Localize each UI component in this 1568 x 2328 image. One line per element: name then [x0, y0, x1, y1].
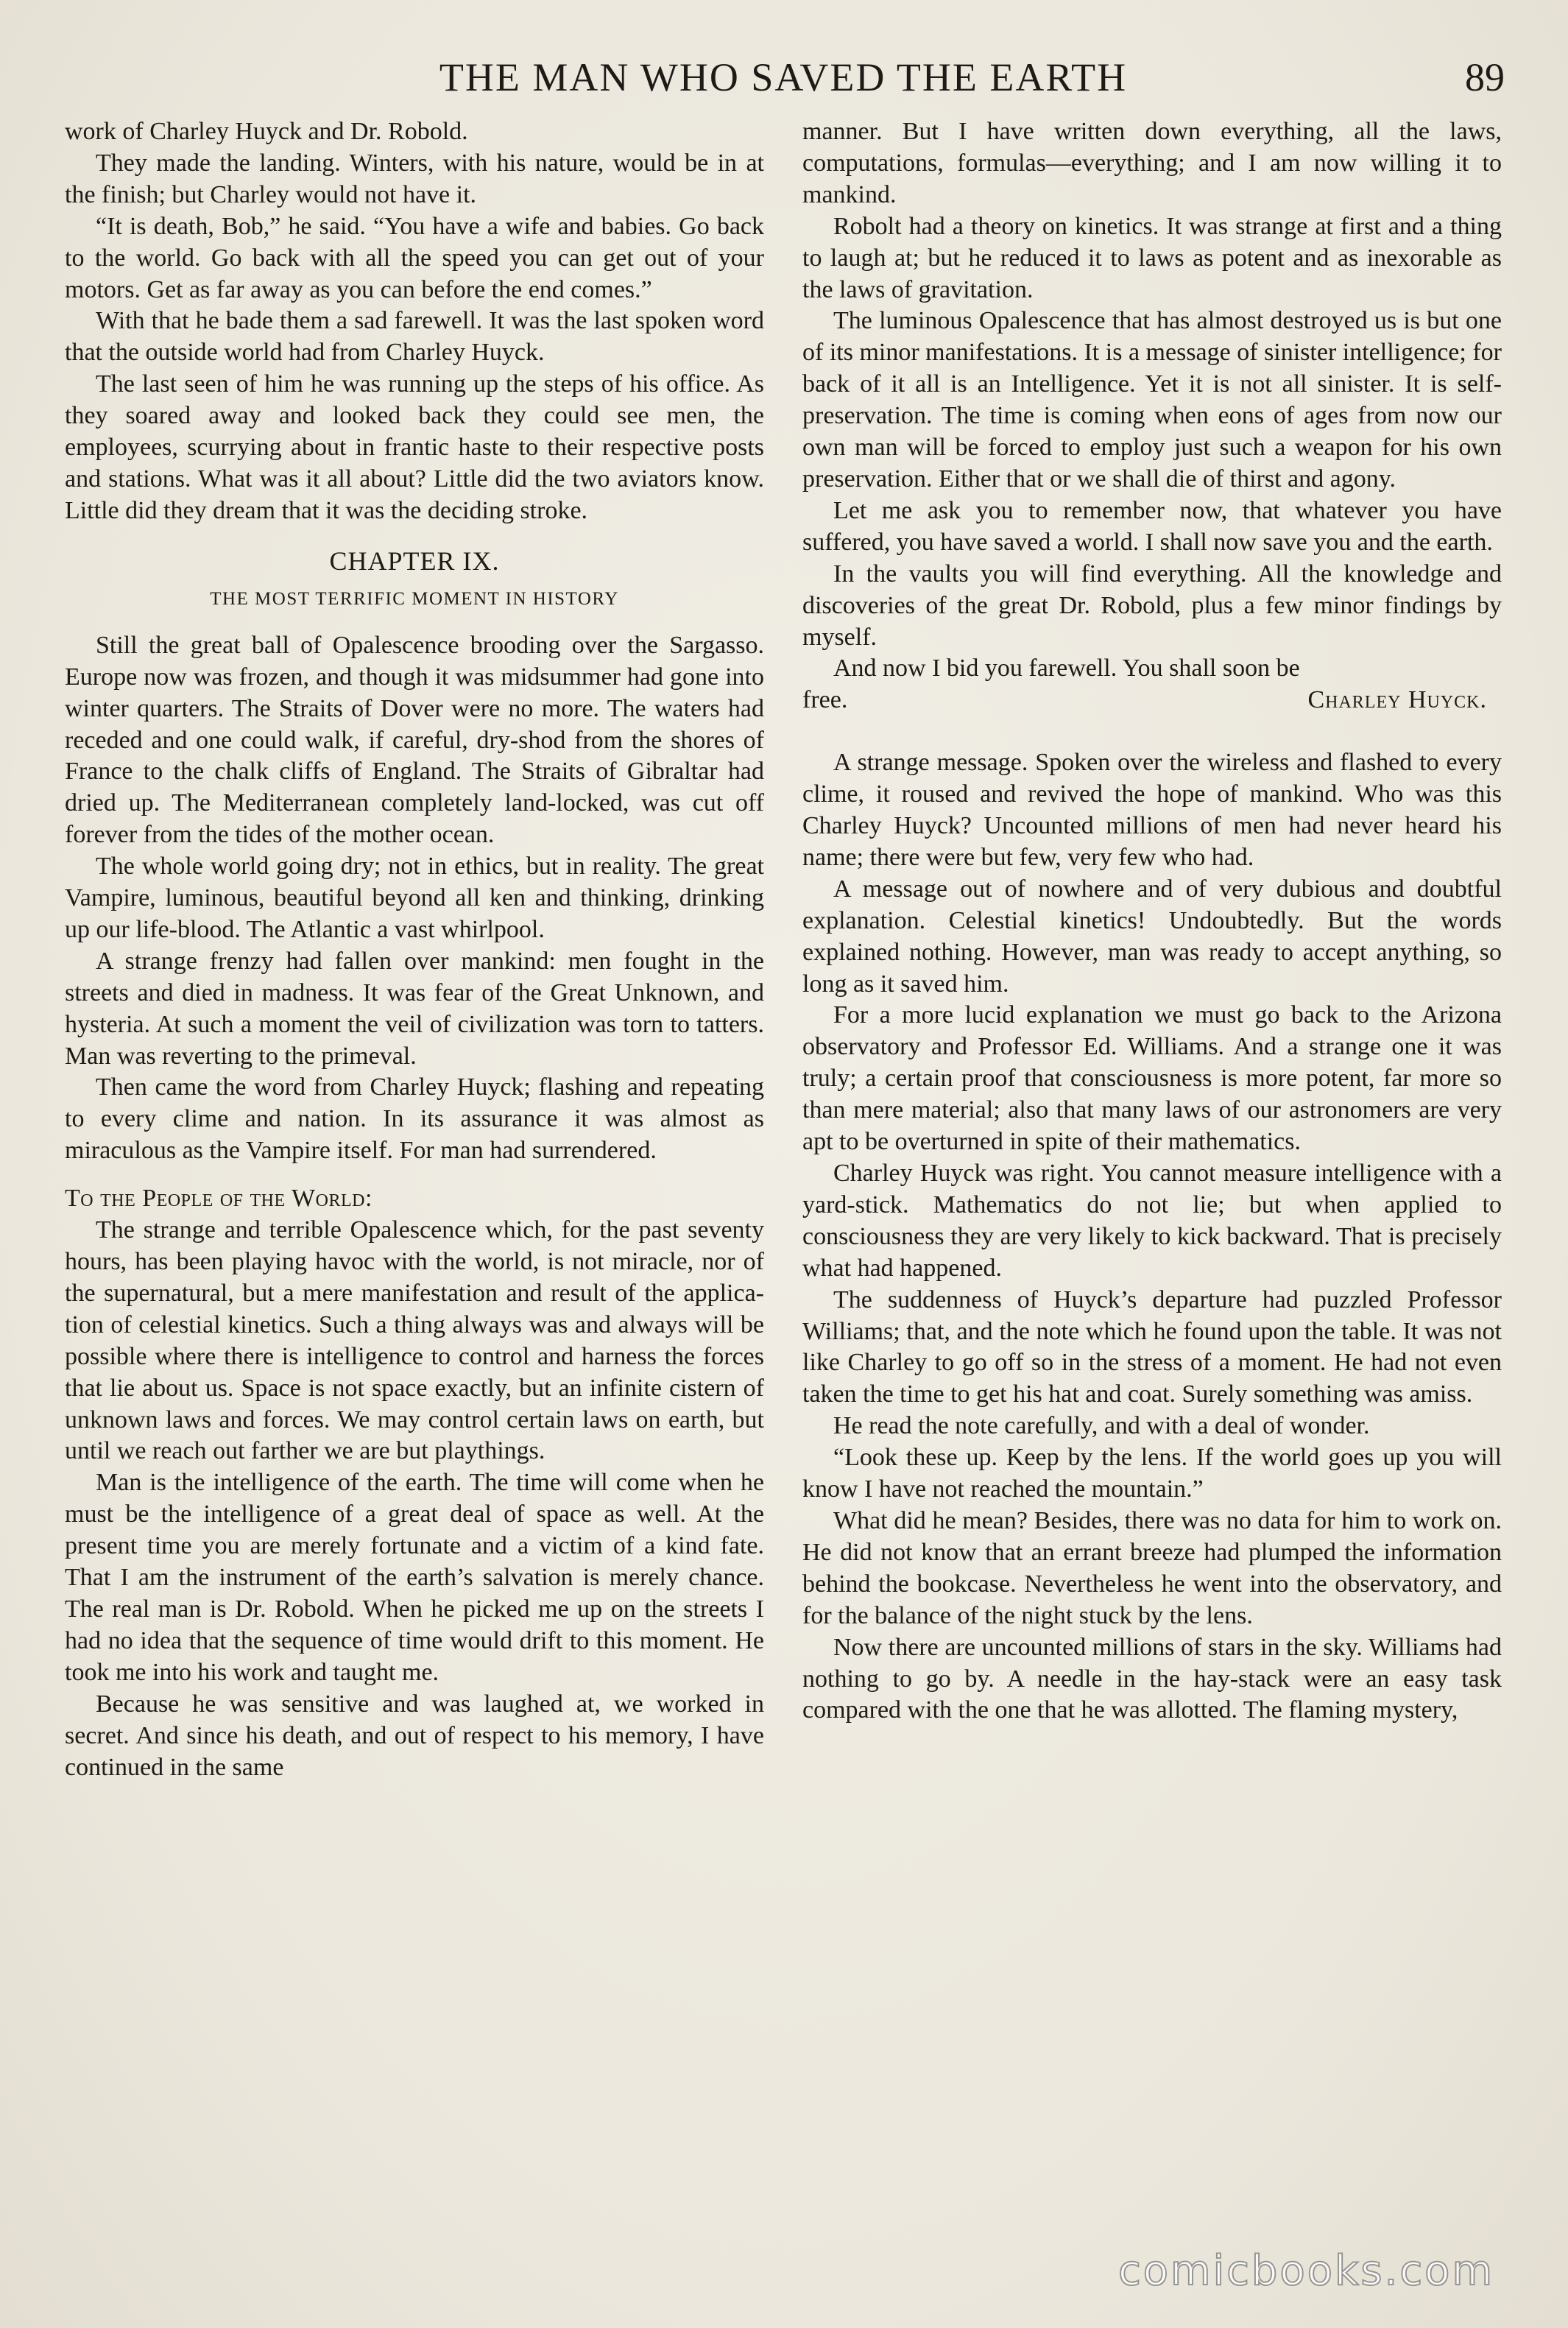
chapter-subtitle: THE MOST TERRIFIC MOMENT IN HISTORY	[210, 588, 619, 609]
paragraph: manner. But I have written down everything, all the laws, computations, formulas—everything; and I am now willing it to mankind.	[802, 118, 1502, 208]
page-number: 89	[1465, 55, 1505, 99]
paragraph: Charley Huyck was right. You cannot measure intelligence with a yard-stick. Mathematics do not lie; but when applied to consciousness they are very likely to kick backward. That is precisely what had happened.	[802, 1160, 1502, 1282]
paragraph: Still the great ball of Opalescence brooding over the Sargasso. Europe now was frozen, and though it was midsummer had gone into winter quarters. The Straits of Dover were no more. The waters had receded and one could walk, if careful, dry-shod from the shores of France to the chalk cliffs of England. The Straits of Gibraltar had dried up. The Mediterranean completely land-locked, was cut off forever from the tides of the mother ocean.	[65, 631, 764, 849]
watermark: comicbooks.com	[1117, 2247, 1494, 2295]
paragraph: The luminous Opalescence that has almost destroyed us is but one of its minor manifestations. It is a message of sinister intelligence; for back of it all is an Intelligence. Yet it is not all sinister. It is self-preservation. The time is coming when eons of ages from now our own man will be forced to employ just such a weapon for his own preservation. Either that or we shall die of thirst and agony.	[802, 307, 1502, 493]
paragraph: The suddenness of Huyck’s departure had puzzled Professor Williams; that, and the note which he found upon the table. It was not like Charley to go off so in the stress of a moment. He had not even taken the time to get his hat and coat. Surely something was amiss.	[802, 1285, 1502, 1408]
paragraph: For a more lucid explanation we must go back to the Arizona observatory and Professor Ed. Williams. And a strange one it was truly; a certain proof that consciousness is more potent, far more so than mere material; also that many laws of our astronomers are very apt to be overturned in spite of their mathematics.	[802, 1001, 1502, 1156]
right-column	[802, 116, 1502, 1726]
paragraph: The whole world going dry; not in ethics, but in reality. The great Vampire, luminous, beautiful beyond all ken and thinking, drinking up our life-blood. The Atlantic a vast whirlpool.	[65, 853, 764, 943]
paragraph: Then came the word from Charley Huyck; flashing and repeating to every clime and nation. In its assurance it was almost as miraculous as the Vampire itself. For man had surrendered.	[65, 1073, 764, 1165]
paragraph-end: free.	[802, 686, 848, 714]
paragraph: A strange message. Spoken over the wireless and flashed to every clime, it roused and revived the hope of mankind. Who was this Charley Huyck? Uncounted millions of men had never heard his name; there were but few, very few who had.	[802, 749, 1502, 871]
letter-signature: Charley Huyck.	[1307, 686, 1487, 714]
paragraph: In the vaults you will find everything. All the knowledge and discoveries of the great Dr. Robold, plus a few minor findings by myself.	[802, 560, 1502, 651]
signature-line	[802, 685, 1502, 716]
paragraph: Because he was sensitive and was laughed at, we worked in secret. And since his death, and out of respect to his memory, I have continued in the same	[65, 1690, 764, 1781]
chapter-title: CHAPTER IX.	[329, 546, 500, 576]
paragraph: Now there are uncounted millions of stars in the sky. Williams had nothing to go by. A needle in the hay-stack were an easy task compared with the one that he was allotted. The flaming mystery,	[802, 1633, 1502, 1724]
paragraph: And now I bid you farewell. You shall soon be	[833, 655, 1300, 682]
left-column	[65, 116, 764, 1783]
paragraph: What did he mean? Besides, there was no data for him to work on. He did not know that an errant breeze had plumped the information behind the bookcase. Nevertheless he went into the observatory, and for the balance of the night stuck by the lens.	[802, 1506, 1502, 1629]
paragraph: He read the note carefully, and with a deal of wonder.	[833, 1412, 1370, 1440]
running-title: THE MAN WHO SAVED THE EARTH	[439, 55, 1128, 99]
page-header	[62, 52, 1505, 110]
paragraph: “It is death, Bob,” he said. “You have a wife and babies. Go back to the world. Go back with all the speed you can get out of your motors. Get as far away as you can before the end comes.”	[65, 212, 764, 303]
letter-salutation: To the People of the World:	[65, 1185, 372, 1213]
paragraph: “Look these up. Keep by the lens. If the world goes up you will know I have not reached the mountain.”	[802, 1444, 1502, 1503]
paragraph: They made the landing. Winters, with his nature, would be in at the finish; but Charley would not have it.	[65, 149, 764, 208]
paragraph: Let me ask you to remember now, that whatever you have suffered, you have saved a world. I shall now save you and the earth.	[802, 496, 1502, 556]
paragraph: The strange and terrible Opalescence which, for the past seventy hours, has been playing havoc with the world, is not miracle, nor of the supernatural, but a mere manifestation and result of the application of celestial kinetics. Such a thing always was and always will be possible where there is intelligence to control and harness the forces that lie about us. Space is not space exactly, but an infinite cistern of unknown laws and forces. We may control certain laws on earth, but until we reach out farther we are but playthings.	[65, 1216, 764, 1465]
paragraph: Robolt had a theory on kinetics. It was strange at first and a thing to laugh at; but he reduced it to laws as potent and as inexorable as the laws of gravitation.	[802, 212, 1502, 303]
paragraph: Man is the intelligence of the earth. The time will come when he must be the intelligence of a great deal of space as well. At the present time you are merely fortunate and a victim of a kind fate. That I am the instrument of the earth’s salvation is merely chance. The real man is Dr. Robold. When he picked me up on the streets I had no idea that the sequence of time would drift to this moment. He took me into his work and taught me.	[65, 1469, 764, 1686]
paragraph: The last seen of him he was running up the steps of his office. As they soared away and looked back they could see men, the employees, scurrying about in frantic haste to their respective posts and stations. What was it all about? Little did the two aviators know. Little did they dream that it was the deciding stroke.	[65, 370, 764, 524]
paragraph: work of Charley Huyck and Dr. Robold.	[65, 118, 468, 145]
paragraph: With that he bade them a sad farewell. It was the last spoken word that the outside world had from Charley Huyck.	[65, 307, 764, 367]
paragraph: A message out of nowhere and of very dubious and doubtful explanation. Celestial kinetics! Undoubtedly. But the words explained nothing. However, man was ready to accept anything, so long as it saved him.	[802, 875, 1502, 998]
paragraph: A strange frenzy had fallen over mankind: men fought in the streets and died in madness. It was fear of the Great Unknown, and hysteria. At such a moment the veil of civilization was torn to tatters. Man was reverting to the primeval.	[65, 947, 764, 1070]
